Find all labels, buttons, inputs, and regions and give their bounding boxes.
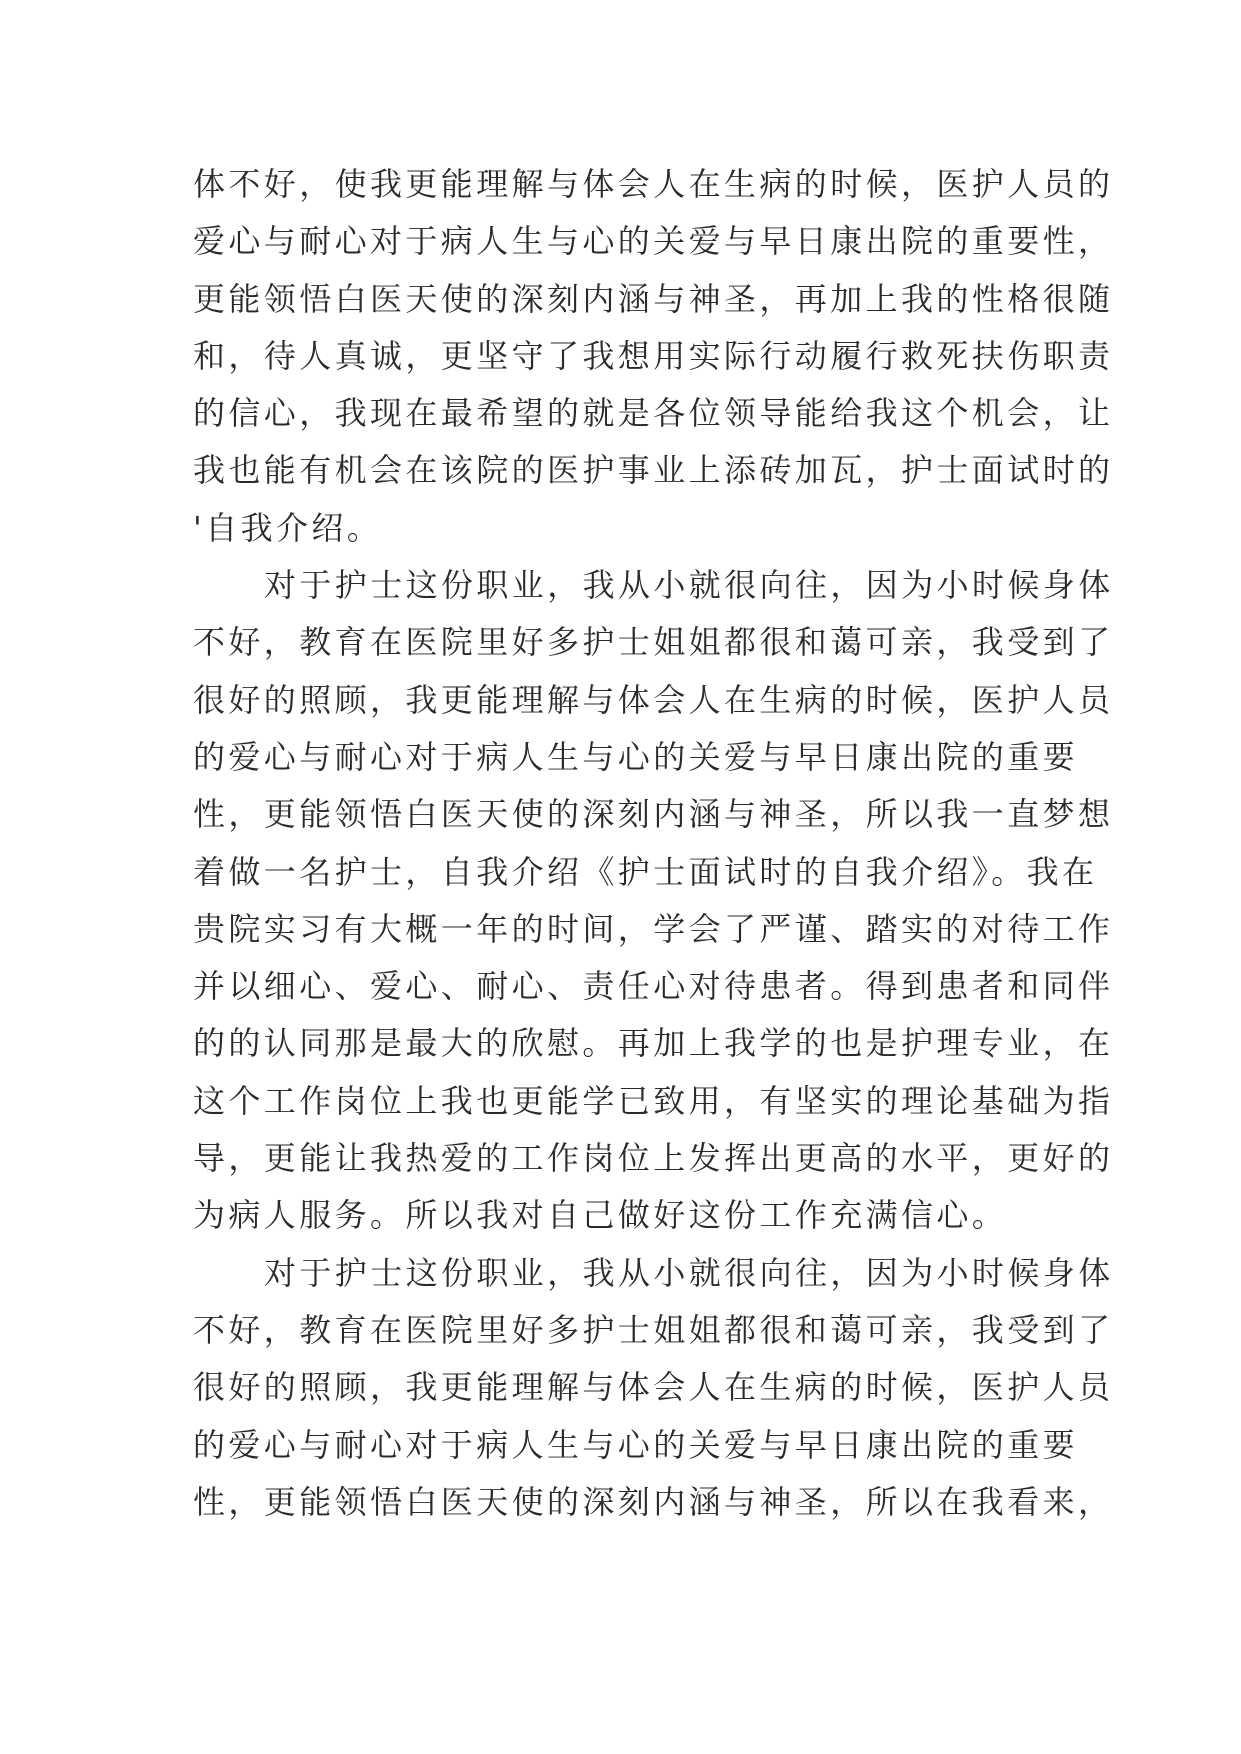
paragraph-first-line: 对于护士这份职业，我从小就很向往，因为小时候身体: [264, 1253, 1114, 1292]
text-line: 贵院实习有大概一年的时间，学会了严谨、踏实的对待工作: [193, 909, 1114, 948]
text-line: 更能领悟白医天使的深刻内涵与神圣，再加上我的性格很随: [193, 279, 1114, 318]
text-line: 并以细心、爱心、耐心、责任心对待患者。得到患者和同伴: [193, 967, 1114, 1006]
text-line: 的爱心与耐心对于病人生与心的关爱与早日康出院的重要: [193, 737, 1079, 776]
text-line: 很好的照顾，我更能理解与体会人在生病的时候，医护人员: [193, 1368, 1114, 1407]
text-line: 为病人服务。所以我对自己做好这份工作充满信心。: [193, 1196, 1008, 1235]
body-text: [193, 158, 1114, 1533]
text-line: 很好的照顾，我更能理解与体会人在生病的时候，医护人员: [193, 680, 1114, 719]
text-line: 性，更能领悟白医天使的深刻内涵与神圣，所以在我看来，: [193, 1482, 1114, 1521]
text-line: 和，待人真诚，更坚守了我想用实际行动履行救死扶伤职责: [193, 336, 1114, 375]
text-line: '自我介绍。: [193, 508, 383, 547]
paragraph-first-line: 对于护士这份职业，我从小就很向往，因为小时候身体: [264, 566, 1114, 605]
text-line: 我也能有机会在该院的医护事业上添砖加瓦，护士面试时的: [193, 451, 1114, 490]
text-line: 体不好，使我更能理解与体会人在生病的时候，医护人员的: [193, 165, 1114, 203]
text-line: 的爱心与耐心对于病人生与心的关爱与早日康出院的重要: [193, 1425, 1079, 1464]
text-line: 这个工作岗位上我也更能学已致用，有坚实的理论基础为指: [193, 1081, 1114, 1120]
text-line: 着做一名护士，自我介绍《护士面试时的自我介绍》。我在: [193, 852, 1098, 891]
text-line: 爱心与耐心对于病人生与心的关爱与早日康出院的重要性，: [193, 222, 1114, 261]
text-line: 性，更能领悟白医天使的深刻内涵与神圣，所以我一直梦想: [193, 795, 1114, 834]
text-line: 的的认同那是最大的欣慰。再加上我学的也是护理专业，在: [193, 1024, 1114, 1063]
text-line: 的信心，我现在最希望的就是各位领导能给我这个机会，让: [193, 394, 1114, 433]
text-line: 不好，教育在医院里好多护士姐姐都很和蔼可亲，我受到了: [193, 1310, 1114, 1349]
text-line: 导，更能让我热爱的工作岗位上发挥出更高的水平，更好的: [193, 1139, 1114, 1178]
text-line: 不好，教育在医院里好多护士姐姐都很和蔼可亲，我受到了: [193, 623, 1114, 662]
